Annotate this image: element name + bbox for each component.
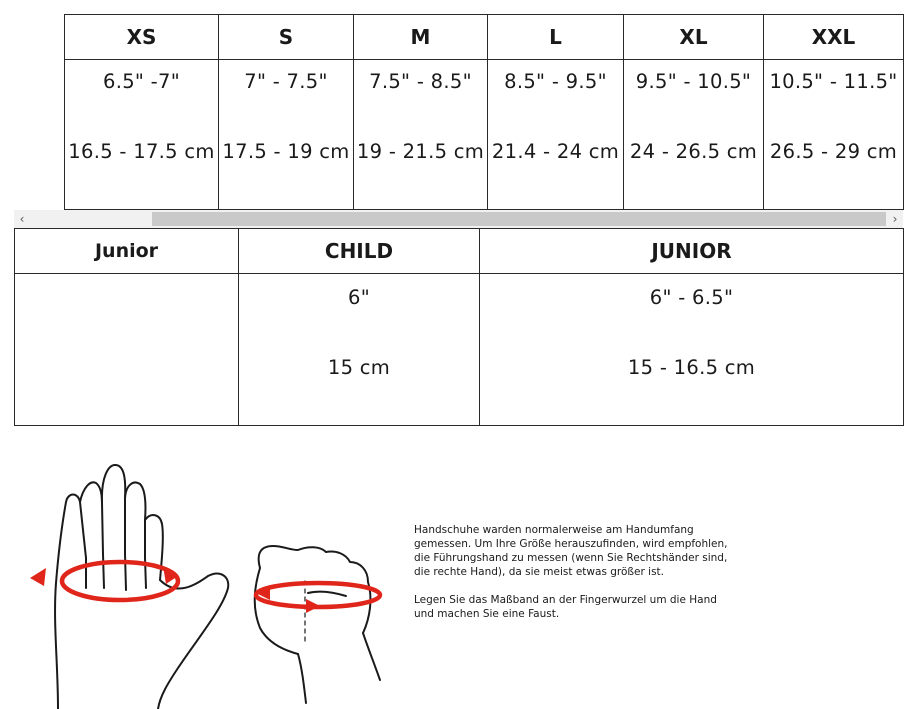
size-header-m: M — [354, 15, 488, 60]
junior-values-row — [15, 274, 904, 426]
size-cell-xl — [624, 60, 764, 210]
cm-range: 19 - 21.5 cm — [356, 140, 485, 163]
size-header-junior: JUNIOR — [480, 229, 904, 274]
size-header-child: CHILD — [239, 229, 480, 274]
measuring-tape-icon — [62, 562, 380, 607]
size-cell-xs — [65, 60, 219, 210]
inch-range: 8.5" - 9.5" — [504, 70, 607, 93]
adult-size-values-row — [65, 60, 904, 210]
cm-range: 16.5 - 17.5 cm — [68, 140, 215, 163]
cm-range: 15 cm — [327, 356, 391, 379]
adult-size-table — [64, 14, 904, 210]
size-cell-m — [354, 60, 488, 210]
inch-range: 7.5" - 8.5" — [369, 70, 472, 93]
junior-header-row — [15, 229, 904, 274]
cm-range: 24 - 26.5 cm — [629, 140, 758, 163]
measurement-instructions — [414, 523, 734, 635]
size-header-l: L — [488, 15, 624, 60]
size-header-s: S — [219, 15, 354, 60]
adult-size-header-row — [65, 15, 904, 60]
scrollbar-thumb[interactable] — [152, 212, 886, 226]
size-cell-junior — [480, 274, 904, 426]
inch-range: 9.5" - 10.5" — [635, 70, 752, 93]
inch-range: 6.5" -7" — [103, 70, 180, 93]
fist-illustration — [255, 546, 380, 703]
hand-measurement-illustration — [28, 458, 398, 709]
scroll-left-arrow-icon[interactable]: ‹ — [19, 212, 25, 226]
instructions-paragraph: Handschuhe warden normalerweise am Handumfang gemessen. Um Ihre Größe herauszufinden, wird empfohlen, die Führungshand zu messen (wenn Sie Rechtshänder sind, die rechte Hand), da sie meist etwas größer ist. — [414, 524, 728, 578]
size-cell-l — [488, 60, 624, 210]
size-cell-child — [239, 274, 480, 426]
inch-range: 7" - 7.5" — [244, 70, 328, 93]
size-cell-s — [219, 60, 354, 210]
size-header-xl: XL — [624, 15, 764, 60]
scroll-right-arrow-icon[interactable]: › — [892, 212, 898, 226]
size-header-xs: XS — [65, 15, 219, 60]
inch-range: 10.5" - 11.5" — [769, 70, 898, 93]
size-cell-xxl — [764, 60, 904, 210]
inch-range: 6" — [348, 286, 370, 309]
junior-size-table — [14, 228, 904, 426]
empty-cell — [15, 274, 239, 426]
cm-range: 17.5 - 19 cm — [222, 140, 350, 163]
instructions-paragraph: Legen Sie das Maßband an der Fingerwurzel um die Hand und machen Sie eine Faust. — [414, 594, 717, 620]
junior-row-label: Junior — [15, 229, 239, 274]
cm-range: 21.4 - 24 cm — [491, 140, 620, 163]
inch-range: 6" - 6.5" — [649, 286, 734, 309]
cm-range: 26.5 - 29 cm — [769, 140, 898, 163]
size-header-xxl: XXL — [764, 15, 904, 60]
horizontal-scrollbar[interactable] — [14, 210, 903, 228]
cm-range: 15 - 16.5 cm — [627, 356, 756, 379]
open-hand-illustration — [55, 465, 228, 709]
